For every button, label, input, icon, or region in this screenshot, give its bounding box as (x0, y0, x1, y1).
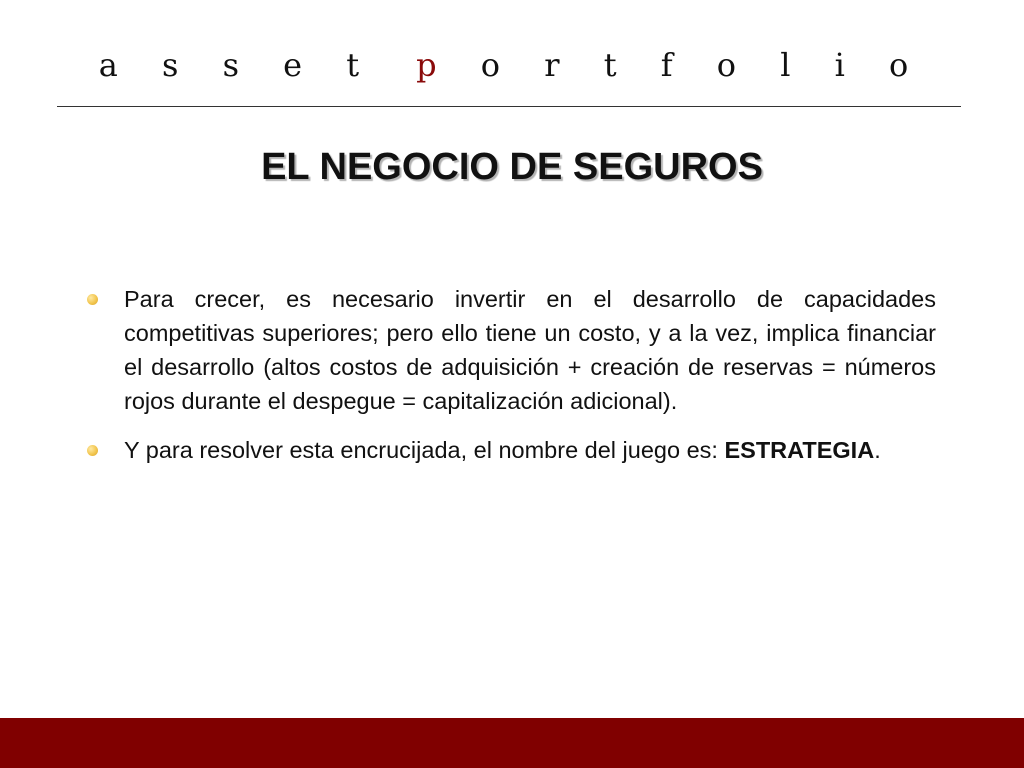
brand-word-portfolio-rest: o r t f o l i o (480, 46, 926, 84)
bullet-list (84, 282, 936, 482)
bullet-suffix: . (874, 437, 881, 463)
bullet-item (84, 282, 936, 418)
bullet-text: Para crecer, es necesario invertir en el desarrollo de capacidades competitivas superiores; pero ello tiene un costo, y a la vez, implica financiar el desarrollo (altos costos de adquisición + creación de reservas = números rojos durante el despegue = capitalización adicional). (124, 286, 936, 414)
header-divider (57, 106, 961, 107)
brand-word-asset: a s s e t (98, 46, 377, 84)
bullet-item (84, 433, 936, 467)
brand-header (0, 46, 1024, 84)
bullet-text: Y para resolver esta encrucijada, el nombre del juego es: (124, 437, 725, 463)
slide-title: EL NEGOCIO DE SEGUROS (261, 146, 763, 188)
bullet-dot-icon (87, 294, 98, 305)
brand-word-portfolio-initial: p (416, 46, 454, 84)
bullet-dot-icon (87, 445, 98, 456)
footer-band (0, 718, 1024, 768)
bullet-emphasis: ESTRATEGIA (724, 437, 875, 463)
